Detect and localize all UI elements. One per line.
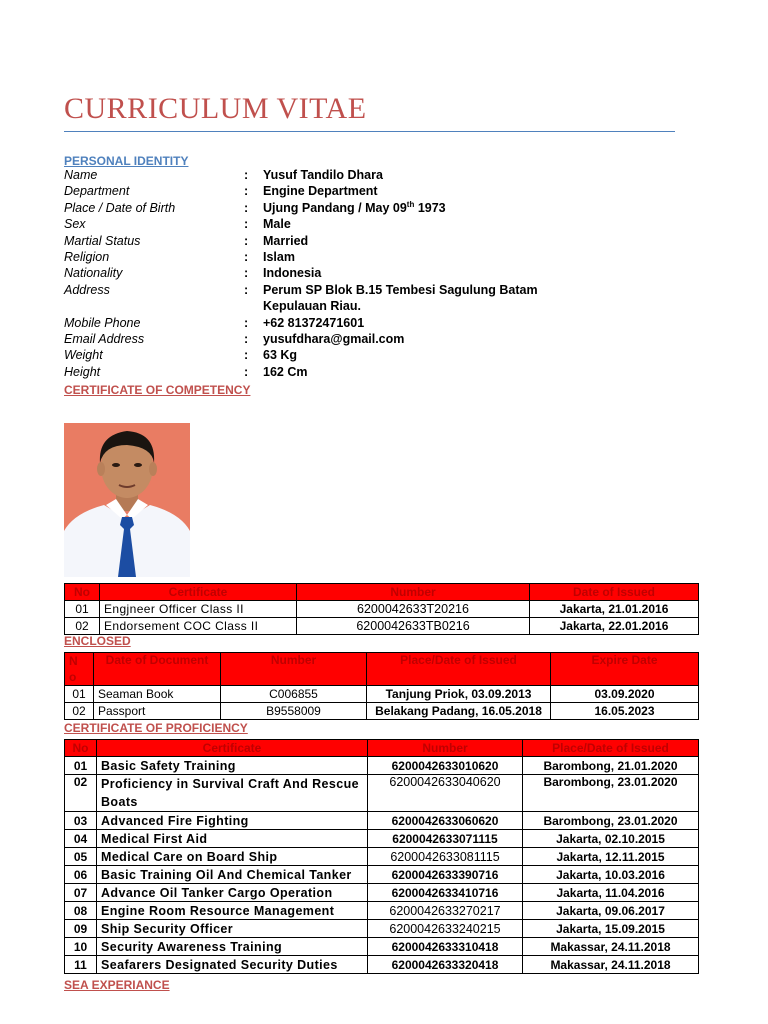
enclosed-heading: ENCLOSED <box>64 634 131 648</box>
table-row <box>65 775 699 812</box>
column-header: Date of Document <box>94 653 221 686</box>
cell-number: 6200042633071115 <box>368 830 523 848</box>
table-row <box>65 884 699 902</box>
table-row <box>65 757 699 775</box>
cell-no: 04 <box>65 830 97 848</box>
competency-heading: CERTIFICATE OF COMPETENCY <box>64 383 251 397</box>
cell-certificate: Engjneer Officer Class II <box>100 601 297 618</box>
identity-label: Place / Date of Birth <box>64 200 176 215</box>
identity-label: Department <box>64 184 130 199</box>
cell-certificate: Engine Room Resource Management <box>97 902 368 920</box>
table-row <box>65 866 699 884</box>
column-header: Number <box>368 740 523 757</box>
cell-place-date: Jakarta, 15.09.2015 <box>523 920 699 938</box>
identity-label: Mobile Phone <box>64 315 141 330</box>
identity-colon: : <box>244 282 249 297</box>
cell-place-date: Jakarta, 02.10.2015 <box>523 830 699 848</box>
column-header: Expire Date <box>551 653 699 686</box>
table-row <box>65 618 699 635</box>
cell-place-date: Jakarta, 12.11.2015 <box>523 848 699 866</box>
identity-colon: : <box>244 249 249 264</box>
birth-value-suffix: th <box>406 199 415 209</box>
identity-value: Male <box>263 217 291 232</box>
cell-no: 09 <box>65 920 97 938</box>
cell-number: 6200042633240215 <box>368 920 523 938</box>
enclosed-table-header <box>65 653 699 686</box>
cell-no: 03 <box>65 812 97 830</box>
column-header: Certificate <box>97 740 368 757</box>
identity-label: Name <box>64 168 98 182</box>
identity-colon: : <box>244 200 249 215</box>
table-row <box>65 703 699 720</box>
cell-no: 01 <box>65 757 97 775</box>
cell-number: 6200042633060620 <box>368 812 523 830</box>
identity-colon: : <box>244 315 249 330</box>
cell-number: 6200042633TB0216 <box>297 618 530 635</box>
competency-table <box>64 583 699 635</box>
birth-value-year: 1973 <box>414 200 446 215</box>
cell-no: 10 <box>65 938 97 956</box>
cell-document: Passport <box>94 703 221 720</box>
identity-value: +62 81372471601 <box>263 315 365 330</box>
identity-colon: : <box>244 331 249 346</box>
cell-no: 01 <box>65 601 100 618</box>
title-divider <box>64 131 675 132</box>
column-header: Date of Issued <box>530 584 699 601</box>
birth-value-main: Ujung Pandang / May 09 <box>263 200 407 215</box>
identity-value <box>263 201 446 215</box>
cell-date: Jakarta, 21.01.2016 <box>530 601 699 618</box>
identity-value-line2: Kepulauan Riau. <box>263 299 361 314</box>
identity-value: 63 Kg <box>263 348 298 363</box>
cell-certificate: Security Awareness Training <box>97 938 368 956</box>
cell-no: 05 <box>65 848 97 866</box>
cell-no: 02 <box>65 703 94 720</box>
cell-place-date: Makassar, 24.11.2018 <box>523 956 699 974</box>
cell-number: 6200042633T20216 <box>297 601 530 618</box>
cell-place-date: Barombong, 21.01.2020 <box>523 757 699 775</box>
cell-place-date: Makassar, 24.11.2018 <box>523 938 699 956</box>
cell-number: B9558009 <box>221 703 367 720</box>
cell-number: 6200042633081115 <box>368 848 523 866</box>
cell-certificate: Medical First Aid <box>97 830 368 848</box>
cell-place-date: Jakarta, 09.06.2017 <box>523 902 699 920</box>
cell-number: 6200042633410716 <box>368 884 523 902</box>
column-header: No <box>65 584 100 601</box>
header-no-line1: N <box>69 654 78 668</box>
cell-certificate: Advanced Fire Fighting <box>97 812 368 830</box>
cell-certificate: Seafarers Designated Security Duties <box>97 956 368 974</box>
cell-certificate: Medical Care on Board Ship <box>97 848 368 866</box>
identity-label: Nationality <box>64 266 123 281</box>
identity-colon: : <box>244 364 249 379</box>
certificate-line1: Proficiency in Survival Craft And Rescue <box>101 777 359 791</box>
column-header: Place/Date of Issued <box>523 740 699 757</box>
column-header: Number <box>297 584 530 601</box>
profile-photo <box>64 423 190 577</box>
cell-no: 01 <box>65 686 94 703</box>
enclosed-table <box>64 652 699 720</box>
identity-label: Martial Status <box>64 233 141 248</box>
identity-label: Address <box>64 282 110 297</box>
identity-value: Engine Department <box>263 184 378 199</box>
cell-no: 07 <box>65 884 97 902</box>
table-row <box>65 902 699 920</box>
identity-colon: : <box>244 233 249 248</box>
cell-place-date: Barombong, 23.01.2020 <box>523 812 699 830</box>
column-header: Place/Date of Issued <box>367 653 551 686</box>
cell-place-date: Jakarta, 10.03.2016 <box>523 866 699 884</box>
cell-place-date: Jakarta, 11.04.2016 <box>523 884 699 902</box>
personal-identity-heading: PERSONAL IDENTITY <box>64 154 189 168</box>
cell-no: 02 <box>65 775 97 812</box>
identity-colon: : <box>244 266 249 281</box>
identity-value: 162 Cm <box>263 364 308 379</box>
table-row <box>65 601 699 618</box>
cell-number: 6200042633040620 <box>368 775 523 812</box>
identity-value: Perum SP Blok B.15 Tembesi Sagulung Batam <box>263 282 538 297</box>
identity-value: yusufdhara@gmail.com <box>263 331 405 346</box>
cell-date: Jakarta, 22.01.2016 <box>530 618 699 635</box>
proficiency-rows <box>65 757 699 974</box>
identity-colon: : <box>244 168 249 182</box>
cell-no: 11 <box>65 956 97 974</box>
proficiency-table <box>64 739 699 974</box>
column-header: Number <box>221 653 367 686</box>
cell-no: 08 <box>65 902 97 920</box>
cell-certificate: Advance Oil Tanker Cargo Operation <box>97 884 368 902</box>
header-no-line2: o <box>69 670 77 684</box>
cell-no: 06 <box>65 866 97 884</box>
identity-colon: : <box>244 217 249 232</box>
cell-place-date: Barombong, 23.01.2020 <box>523 775 699 812</box>
cell-number: 6200042633270217 <box>368 902 523 920</box>
identity-label: Email Address <box>64 331 145 346</box>
cell-expire: 03.09.2020 <box>551 686 699 703</box>
table-row <box>65 848 699 866</box>
proficiency-table-header <box>65 740 699 757</box>
identity-label: Sex <box>64 217 86 232</box>
cell-certificate: Basic Safety Training <box>97 757 368 775</box>
identity-label: Weight <box>64 348 103 363</box>
cell-number: 6200042633310418 <box>368 938 523 956</box>
cell-number: 6200042633390716 <box>368 866 523 884</box>
profile-photo-illustration <box>64 423 190 577</box>
identity-colon: : <box>244 348 249 363</box>
identity-value: Yusuf Tandilo Dhara <box>263 168 383 182</box>
identity-value: Indonesia <box>263 266 322 281</box>
table-row <box>65 956 699 974</box>
table-row <box>65 812 699 830</box>
cell-certificate: Endorsement COC Class II <box>100 618 297 635</box>
cell-certificate: Basic Training Oil And Chemical Tanker <box>97 866 368 884</box>
column-header <box>65 653 94 686</box>
column-header: No <box>65 740 97 757</box>
table-row <box>65 686 699 703</box>
cell-number: C006855 <box>221 686 367 703</box>
identity-label: Religion <box>64 249 110 264</box>
cell-no: 02 <box>65 618 100 635</box>
sea-experience-heading: SEA EXPERIANCE <box>64 978 170 992</box>
identity-colon: : <box>244 184 249 199</box>
cell-document: Seaman Book <box>94 686 221 703</box>
table-row <box>65 938 699 956</box>
document-title: CURRICULUM VITAE <box>64 92 367 125</box>
cell-expire: 16.05.2023 <box>551 703 699 720</box>
proficiency-heading: CERTIFICATE OF PROFICIENCY <box>64 721 248 735</box>
identity-label: Height <box>64 364 101 379</box>
table-row <box>65 830 699 848</box>
cell-certificate <box>97 775 368 812</box>
table-row <box>65 920 699 938</box>
identity-value: Islam <box>263 249 295 264</box>
certificate-line2: Boats <box>101 795 138 809</box>
identity-value: Married <box>263 233 309 248</box>
cell-place-date: Belakang Padang, 16.05.2018 <box>367 703 551 720</box>
competency-table-header <box>65 584 699 601</box>
cell-number: 6200042633010620 <box>368 757 523 775</box>
cell-certificate: Ship Security Officer <box>97 920 368 938</box>
column-header: Certificate <box>100 584 297 601</box>
cell-number: 6200042633320418 <box>368 956 523 974</box>
cell-place-date: Tanjung Priok, 03.09.2013 <box>367 686 551 703</box>
